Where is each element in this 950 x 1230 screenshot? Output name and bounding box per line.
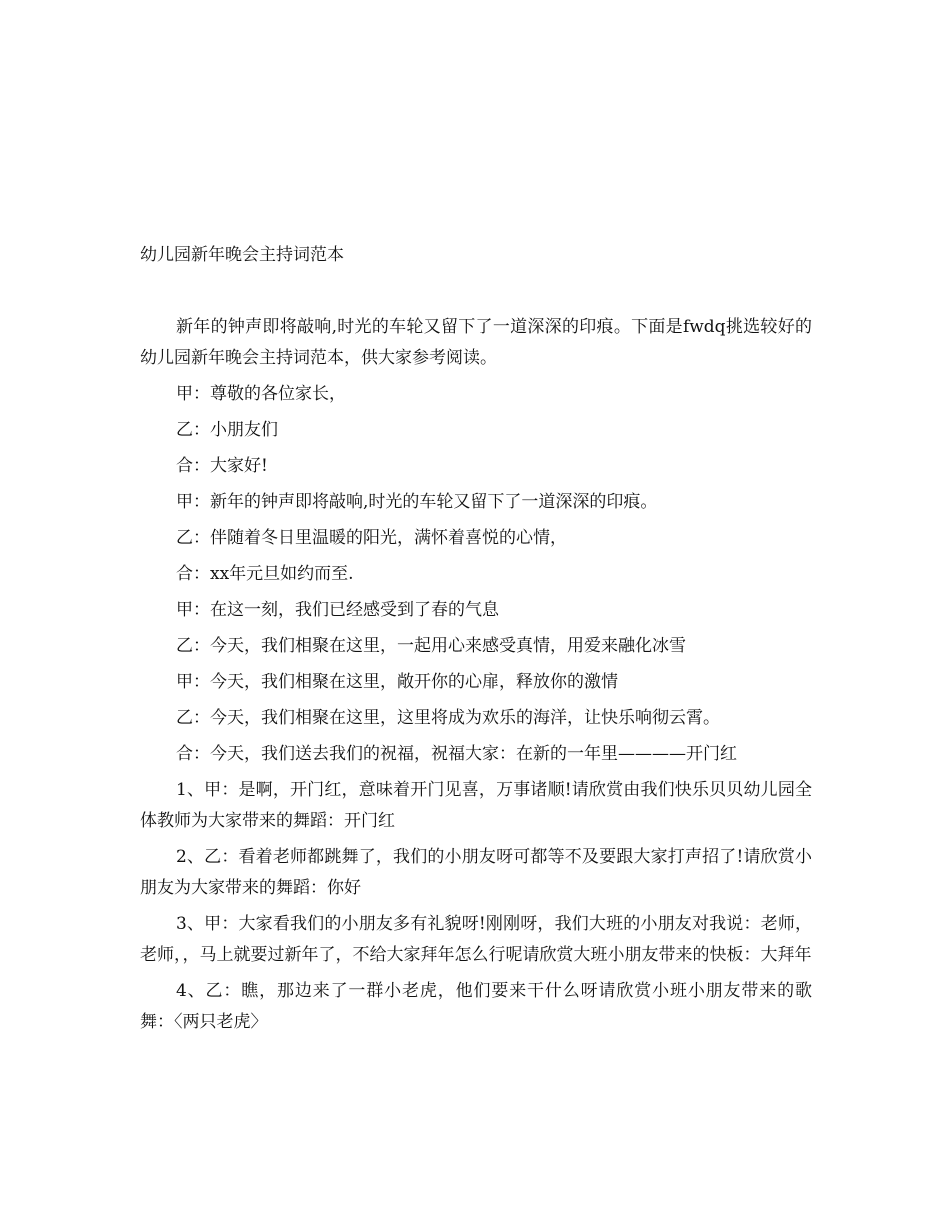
paragraph: 甲：今天，我们相聚在这里，敞开你的心扉，释放你的激情 [176, 672, 618, 692]
paragraph: 3、甲：大家看我们的小朋友多有礼貌呀!刚刚呀，我们大班的小朋友对我说：老师，老师，，马上就要过新年了，不给大家拜年怎么行呢请欣赏大班小朋友带来的快板：大拜年 [140, 914, 812, 965]
paragraph: 1、甲：是啊，开门红，意味着开门见喜，万事诸顺!请欣赏由我们快乐贝贝幼儿园全体教师为大家带来的舞蹈：开门红 [140, 780, 812, 831]
paragraph: 乙：伴随着冬日里温暖的阳光，满怀着喜悦的心情， [176, 528, 567, 548]
paragraph: 甲：在这一刻，我们已经感受到了春的气息 [176, 600, 499, 620]
paragraph: 乙：小朋友们 [176, 420, 278, 440]
paragraph: 合：xx年元旦如约而至. [176, 564, 354, 584]
paragraph: 4、乙：瞧，那边来了一群小老虎，他们要来干什么呀请欣赏小班小朋友带来的歌舞：〈两只老虎〉 [140, 981, 812, 1032]
paragraph: 合：大家好! [176, 456, 268, 476]
paragraph: 乙：今天，我们相聚在这里，这里将成为欢乐的海洋，让快乐响彻云霄。 [176, 708, 720, 728]
paragraph: 2、乙：看着老师都跳舞了，我们的小朋友呀可都等不及要跟大家打声招了!请欣赏小朋友为大家带来的舞蹈：你好 [140, 847, 812, 898]
document-body [140, 312, 812, 1043]
paragraph: 甲：尊敬的各位家长， [176, 384, 346, 404]
document-title: 幼儿园新年晚会主持词范本 [140, 245, 344, 265]
paragraph: 乙：今天，我们相聚在这里，一起用心来感受真情，用爱来融化冰雪 [176, 636, 686, 656]
paragraph: 合：今天，我们送去我们的祝福，祝福大家：在新的一年里————开门红 [176, 744, 737, 764]
paragraph: 甲：新年的钟声即将敲响,时光的车轮又留下了一道深深的印痕。 [176, 492, 658, 512]
paragraph-intro: 新年的钟声即将敲响,时光的车轮又留下了一道深深的印痕。下面是fwdq挑选较好的幼儿园新年晚会主持词范本，供大家参考阅读。 [140, 317, 812, 368]
